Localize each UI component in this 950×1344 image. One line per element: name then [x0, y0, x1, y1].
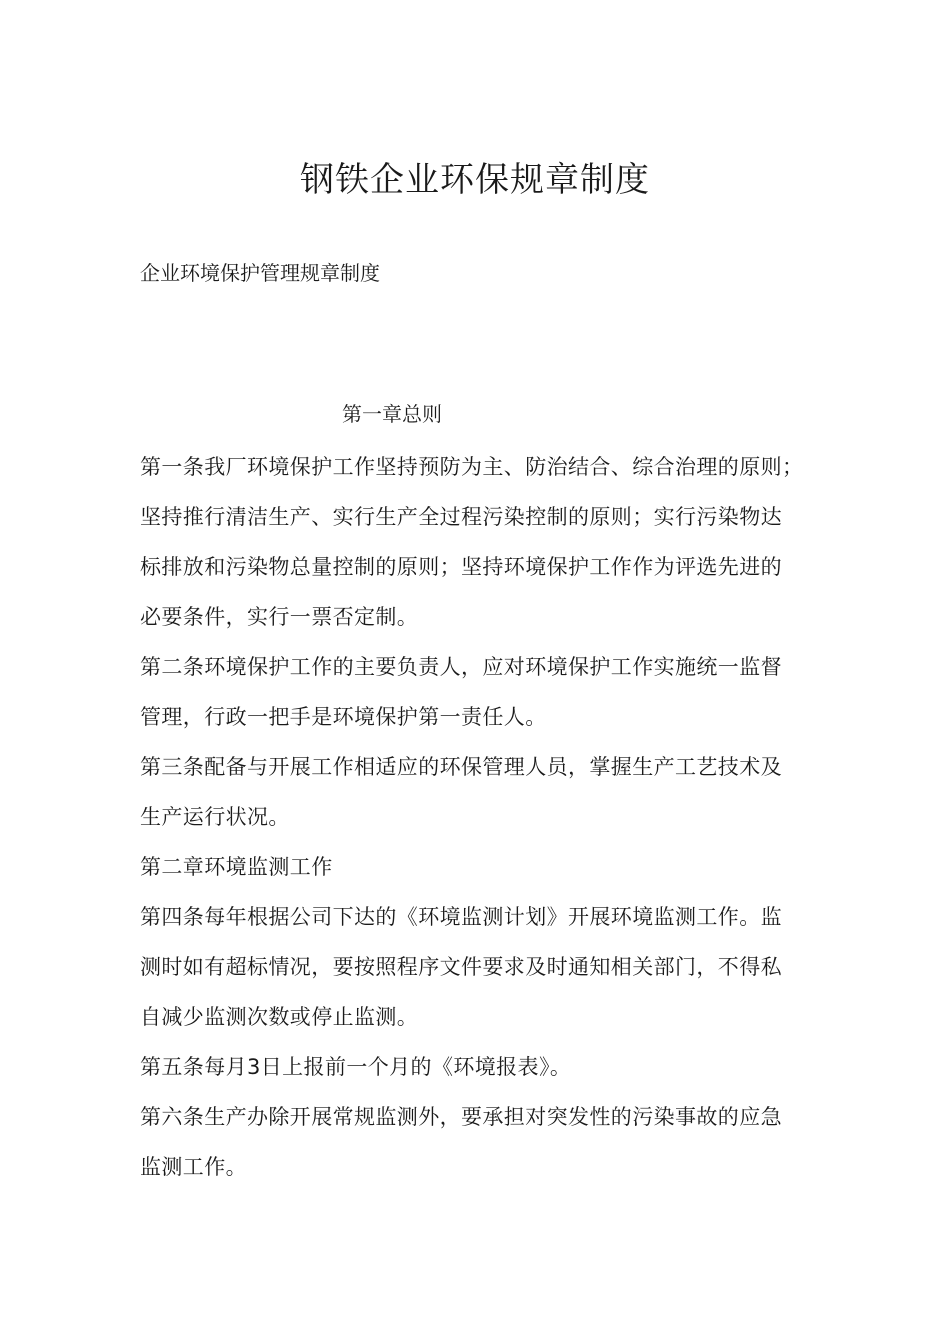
document-title: 钢铁企业环保规章制度 — [300, 160, 650, 200]
text-line: 自减少监测次数或停止监测。 — [140, 1005, 419, 1029]
text-line: 必要条件，实行一票否定制。 — [140, 605, 419, 629]
text-line: 第六条生产办除开展常规监测外，要承担对突发性的污染事故的应急 — [140, 1105, 782, 1129]
text-line: 监测工作。 — [140, 1155, 247, 1179]
body-text — [140, 447, 840, 1197]
chapter-heading: 第一章总则 — [342, 402, 442, 426]
text-line: 管理，行政一把手是环境保护第一责任人。 — [140, 705, 547, 729]
text-line: 第五条每月3日上报前一个月的《环境报表》。 — [140, 1055, 572, 1079]
text-line: 测时如有超标情况，要按照程序文件要求及时通知相关部门，不得私 — [140, 955, 782, 979]
text-line: 第一条我厂环境保护工作坚持预防为主、防治结合、综合治理的原则； — [140, 455, 804, 479]
text-line: 坚持推行清洁生产、实行生产全过程污染控制的原则；实行污染物达 — [140, 505, 782, 529]
text-line: 第三条配备与开展工作相适应的环保管理人员，掌握生产工艺技术及 — [140, 755, 782, 779]
document-subtitle: 企业环境保护管理规章制度 — [140, 261, 380, 285]
text-line: 生产运行状况。 — [140, 805, 290, 829]
text-line: 第四条每年根据公司下达的《环境监测计划》开展环境监测工作。监 — [140, 905, 782, 929]
text-line: 标排放和污染物总量控制的原则；坚持环境保护工作作为评选先进的 — [140, 555, 782, 579]
chapter-heading: 第二章环境监测工作 — [140, 855, 333, 879]
text-line: 第二条环境保护工作的主要负责人，应对环境保护工作实施统一监督 — [140, 655, 782, 679]
